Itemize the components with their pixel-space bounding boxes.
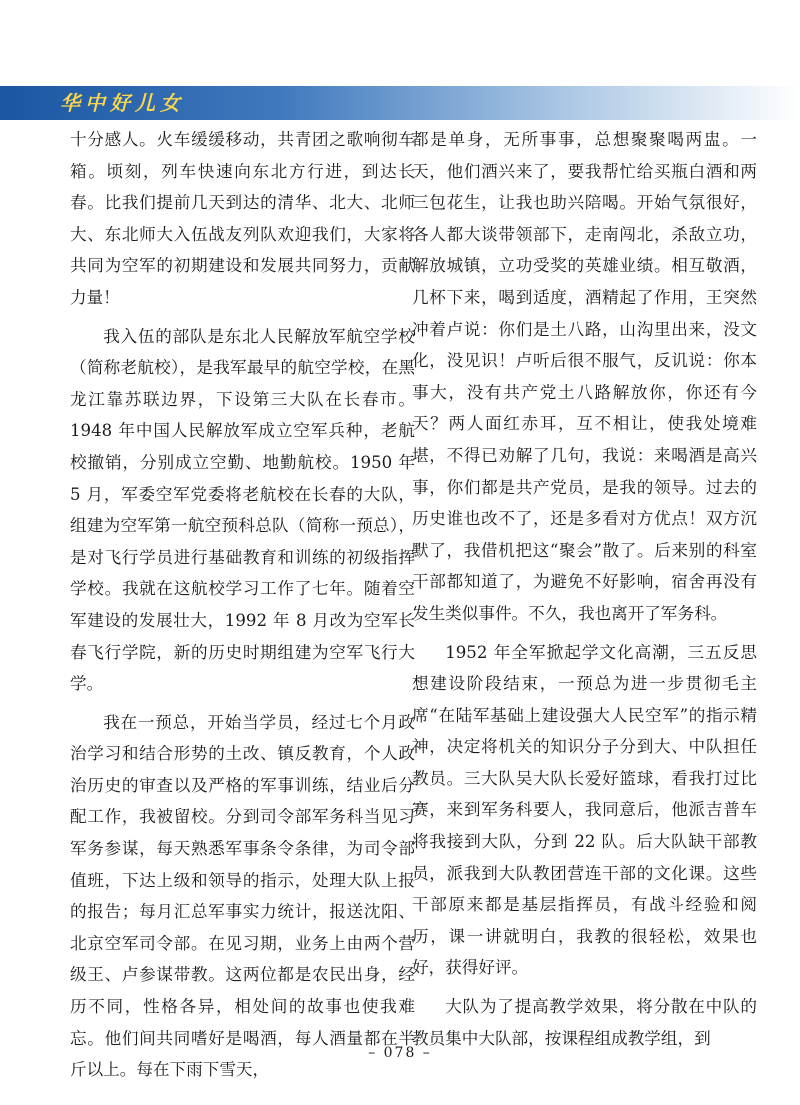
paragraph: 我入伍的部队是东北人民解放军航空学校（简称老航校），是我军最早的航空学校，在黑龙江靠苏联边界，下设第三大队在长春市。1948 年中国人民解放军成立空军兵种，老航校撤销，分别成立空勤、地勤航校。1950 年 5 月，军委空军党委将老航校在长春的大队，组建为空军第一航空预科总队（简称一预总），是对飞行学员进行基础教育和训练的初级指挥学校。我就在这航校学习工作了七年。随着空军建设的发展壮大，1992 年 8 月改为空军长春飞行学院，新的历史时期组建为空军飞行大学。 bbox=[70, 326, 415, 694]
paragraph: 大队为了提高教学效果，将分散在中队的教员集中大队部，按课程组成教学组，到 bbox=[412, 997, 757, 1048]
section-title: 华中好儿女 bbox=[60, 91, 185, 115]
page-number: – 078 – bbox=[368, 1045, 432, 1061]
left-column bbox=[70, 124, 415, 1086]
right-column bbox=[412, 124, 757, 1054]
paragraph: 都是单身，无所事事，总想聚聚喝两盅。一天，他们酒兴来了，要我帮忙给买瓶白酒和两三包花生，让我也助兴陪喝。开始气氛很好，各人都大谈带领部下，走南闯北，杀敌立功，解放城镇，立功受奖的英雄业绩。相互敬酒，几杯下来，喝到适度，酒精起了作用，王突然冲着卢说：你们是土八路，山沟里出来，没文化，没见识！卢听后很不服气，反讥说：你本事大，没有共产党土八路解放你，你还有今天？两人面红赤耳，互不相让，使我处境难堪，不得已劝解了几句，我说：来喝酒是高兴事，你们都是共产党员，是我的领导。过去的历史谁也改不了，还是多看对方优点！双方沉默了，我借机把这“聚会”散了。后来别的科室干部都知道了，为避免不好影响，宿舍再没有发生类似事件。不久，我也离开了军务科。 bbox=[412, 130, 757, 623]
paragraph: 1952 年全军掀起学文化高潮，三五反思想建设阶段结束，一预总为进一步贯彻毛主席“在陆军基础上建设强大人民空军”的指示精神，决定将机关的知识分子分到大、中队担任教员。三大队吴大队长爱好篮球，看我打过比赛，来到军务科要人，我同意后，他派吉普车将我接到大队，分到 22 队。后大队缺干部教员，派我到大队教团营连干部的文化课。这些干部原来都是基层指挥员，有战斗经验和阅历，课一讲就明白，我教的很轻松，效果也好，获得好评。 bbox=[412, 642, 757, 978]
paragraph: 十分感人。火车缓缓移动，共青团之歌响彻车箱。顷刻，列车快速向东北方行进，到达长春。比我们提前几天到达的清华、北大、北师大、东北师大入伍战友列队欢迎我们，大家将共同为空军的初期建设和发展共同努力，贡献力量！ bbox=[70, 130, 415, 307]
paragraph: 我在一预总，开始当学员，经过七个月政治学习和结合形势的土改、镇反教育，个人政治历史的审查以及严格的军事训练，结业后分配工作，我被留校。分到司令部军务科当见习军务参谋，每天熟悉军事条令条律，为司令部值班，下达上级和领导的指示，处理大队上报的报告；每月汇总军事实力统计，报送沈阳、北京空军司令部。在见习期，业务上由两个营级王、卢参谋带教。这两位都是农民出身，经历不同，性格各异，相处间的故事也使我难忘。他们间共同嗜好是喝酒，每人酒量都在半斤以上。每在下雨下雪天， bbox=[70, 712, 415, 1080]
